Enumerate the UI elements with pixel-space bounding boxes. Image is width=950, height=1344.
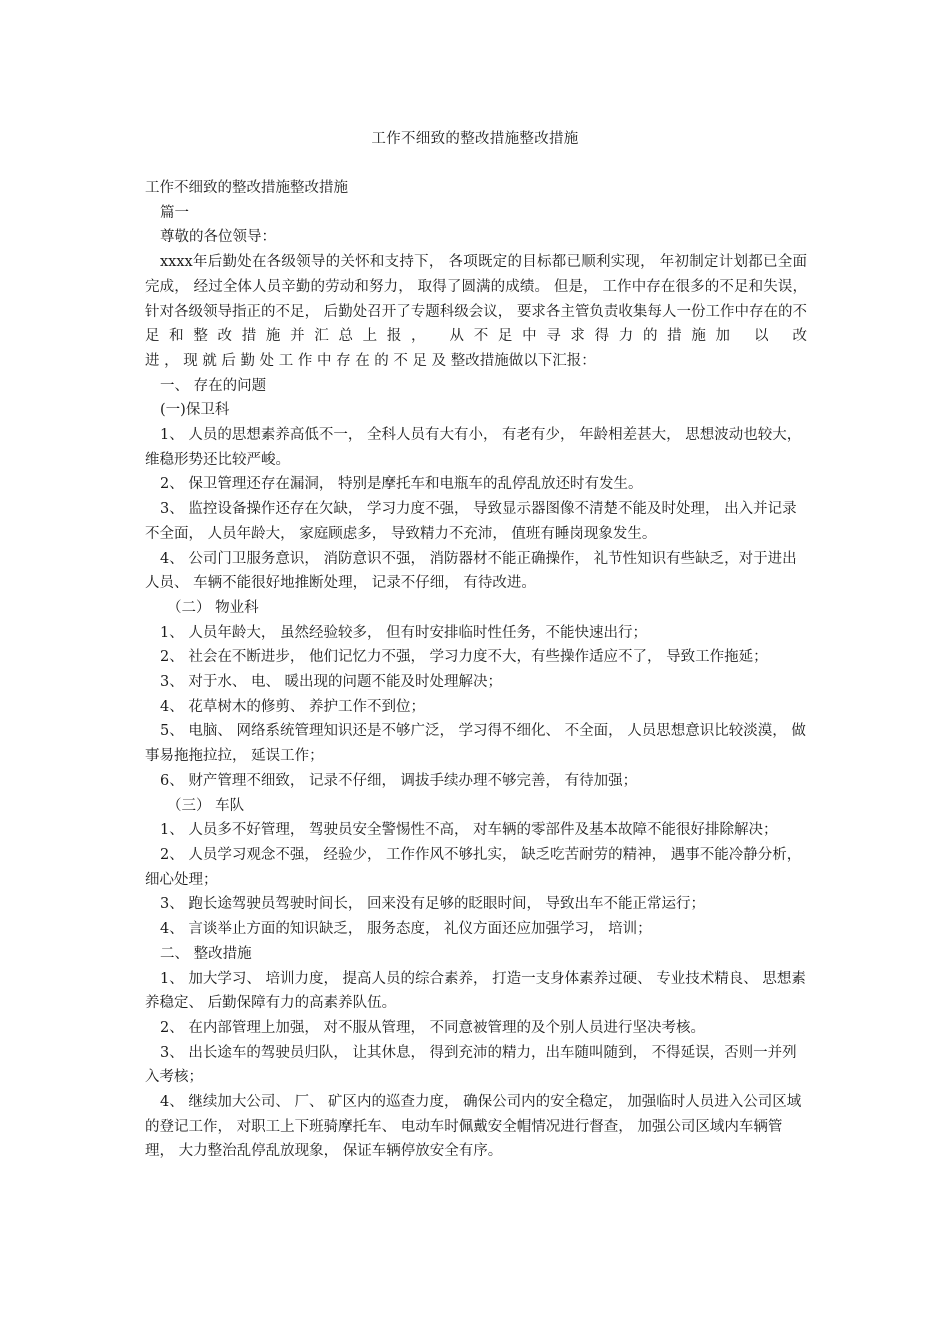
list-item: 4、 花草树木的修剪、 养护工作不到位； <box>160 698 425 715</box>
chapter-label: 篇一 <box>160 204 189 221</box>
list-item: 1、 人员年龄大， 虽然经验较多， 但有时安排临时性任务，不能快速出行； <box>160 624 648 641</box>
subsection-heading-security: (一)保卫科 <box>160 402 230 419</box>
subsection-heading-property: （二） 物业科 <box>167 599 259 616</box>
list-item: 5、 电脑、 网络系统管理知识还是不够广泛， 学习得不细化、 不全面， 人员思想意识比较淡漠， 做事易拖拖拉拉， 延误工作； <box>145 723 806 765</box>
list-item: 3、 对于水、 电、 暖出现的问题不能及时处理解决； <box>160 674 503 691</box>
subsection-heading-fleet: （三） 车队 <box>167 797 245 814</box>
intro-paragraph: xxxx年后勤处在各级领导的关怀和支持下， 各项既定的目标都已顺利实现， 年初制定计划都已全面完成， 经过全体人员辛勤的劳动和努力， 取得了圆满的成绩。 但是， 工作中存在很多的不足和失误， 针对各级领导指正的不足， 后勤处召开了专题科级会议， 要求各主管负责收集每人一份工作中存在的不足和整改措施并汇总上报， 从不足中寻求得力的措施加 以 改 <box>145 254 807 345</box>
list-item: 1、 人员的思想素养高低不一， 全科人员有大有小， 有老有少， 年龄相差甚大， 思想波动也较大， 维稳形势还比较严峻。 <box>145 427 802 468</box>
list-item: 4、 公司门卫服务意识， 消防意识不强， 消防器材不能正确操作， 礼节性知识有些缺乏，对于进出人员、 车辆不能很好地推断处理， 记录不仔细， 有待改进。 <box>145 550 797 592</box>
list-item: 3、 出长途车的驾驶员归队， 让其休息， 得到充沛的精力，出车随叫随到， 不得延误，否则一并列入考核； <box>145 1044 797 1086</box>
list-item: 4、 言谈举止方面的知识缺乏， 服务态度， 礼仪方面还应加强学习， 培训； <box>160 921 652 938</box>
greeting: 尊敬的各位领导： <box>160 229 276 246</box>
document-subtitle: 工作不细致的整改措施整改措施 <box>145 180 348 196</box>
list-item: 2、 保卫管理还存在漏洞， 特别是摩托车和电瓶车的乱停乱放还时有发生。 <box>160 476 643 493</box>
list-item: 2、 在内部管理上加强， 对不服从管理， 不同意被管理的及个别人员进行坚决考核。 <box>160 1019 706 1036</box>
list-item: 4、 继续加大公司、 厂、 矿区内的巡查力度， 确保公司内的安全稳定， 加强临时人员进入公司区域的登记工作， 对职工上下班骑摩托车、 电动车时佩戴安全帽情况进行督查， 加强公司区域内车辆管理， 大力整治乱停乱放现象， 保证车辆停放安全有序。 <box>145 1094 802 1160</box>
document-title: 工作不细致的整改措施整改措施 <box>371 131 579 147</box>
list-item: 1、 加大学习、 培训力度， 提高人员的综合素养， 打造一支身体素养过硬、 专业技术精良、 思想素养稳定、 后勤保障有力的高素养队伍。 <box>145 970 806 1012</box>
list-item: 3、 监控设备操作还存在欠缺， 学习力度不强， 导致显示器图像不清楚不能及时处理， 出入并记录不全面， 人员年龄大， 家庭顾虑多， 导致精力不充沛， 值班有睡岗现象发生。 <box>145 501 797 542</box>
intro-paragraph-end: 进 ， 现 就 后 勤 处 工 作 中 存 在 的 不 足 及 整改措施做以下汇报： <box>145 352 596 369</box>
section-heading-measures: 二、 整改措施 <box>160 945 252 962</box>
list-item: 2、 社会在不断进步， 他们记忆力不强， 学习力度不大，有些操作适应不了， 导致工作拖延； <box>160 649 768 666</box>
list-item: 6、 财产管理不细致， 记录不仔细， 调拔手续办理不够完善， 有待加强； <box>160 772 638 789</box>
document-body <box>145 176 807 1164</box>
list-item: 2、 人员学习观念不强， 经验少， 工作作风不够扎实， 缺乏吃苦耐劳的精神， 遇事不能冷静分析， 细心处理； <box>145 846 802 888</box>
list-item: 1、 人员多不好管理， 驾驶员安全警惕性不高， 对车辆的零部件及基本故障不能很好排除解决； <box>160 822 778 839</box>
list-item: 3、 跑长途驾驶员驾驶时间长， 回来没有足够的眨眼时间， 导致出车不能正常运行； <box>160 896 706 913</box>
section-heading-problems: 一、 存在的问题 <box>160 377 267 394</box>
